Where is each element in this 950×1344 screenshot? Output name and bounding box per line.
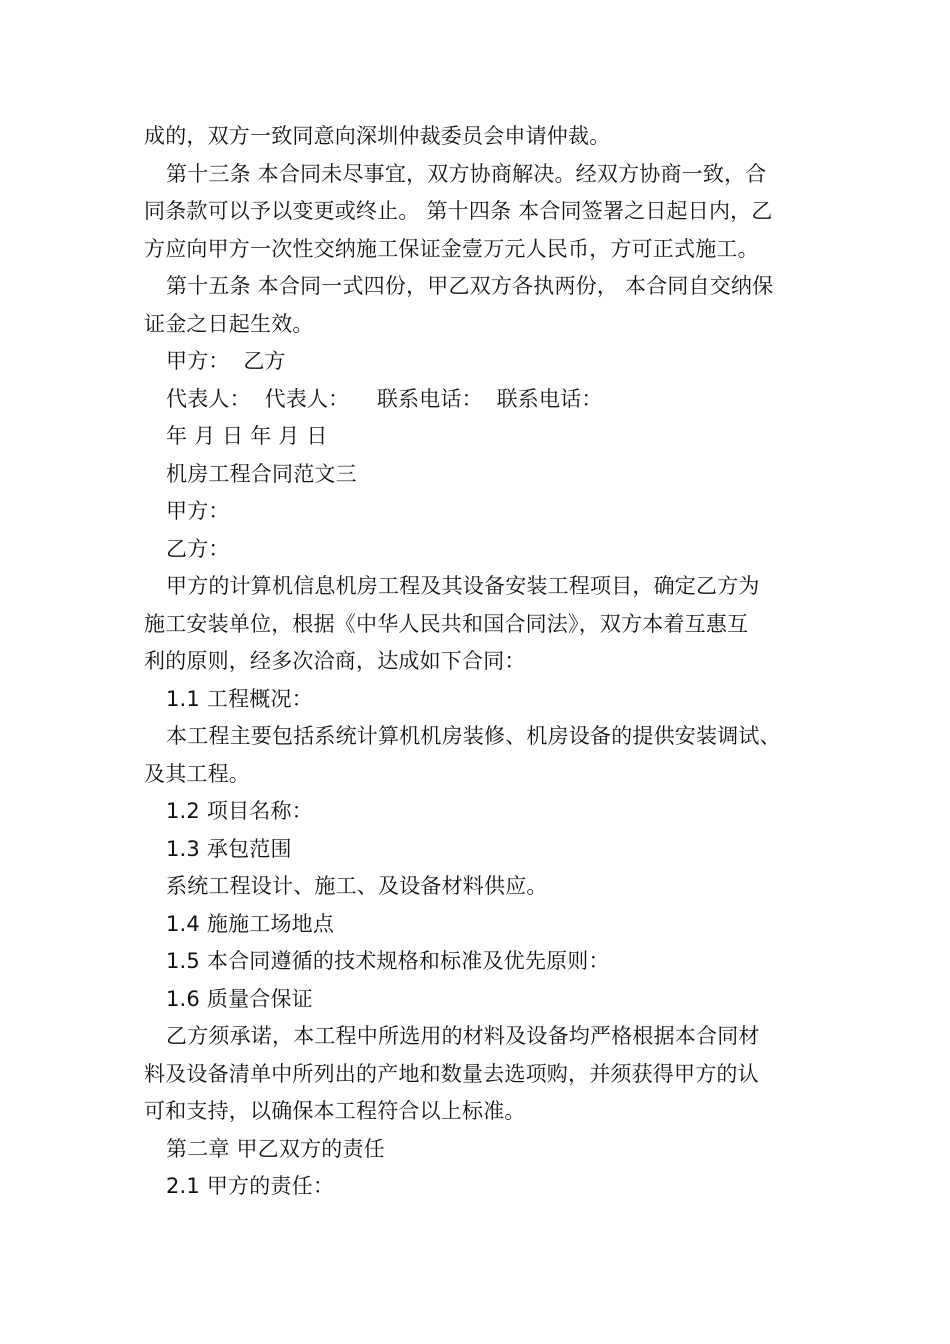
text-line: 甲方的计算机信息机房工程及其设备安装工程项目，确定乙方为 (166, 574, 760, 598)
text-line: 证金之日起生效。 (144, 311, 314, 336)
text-line: 方应向甲方一次性交纳施工保证金壹万元人民币，方可正式施工。 (144, 236, 759, 261)
text-line: 可和支持，以确保本工程符合以上标准。 (144, 1099, 526, 1123)
text-line: 第十五条 本合同一式四份，甲乙双方各执两份， 本合同自交纳保 (166, 274, 774, 298)
party-b-line: 乙方： (166, 536, 230, 561)
text-line: 同条款可以予以变更或终止。 第十四条 本合同签署之日起日内，乙 (144, 199, 773, 223)
clause-heading: 1.1 工程概况： (166, 686, 313, 711)
clause-heading: 1.5 本合同遵循的技术规格和标准及优先原则： (166, 949, 610, 973)
document-body (144, 118, 812, 1206)
text-line: 料及设备清单中所列出的产地和数量去选项购，并须获得甲方的认 (144, 1061, 759, 1086)
signature-contact-line: 代表人： 代表人： 联系电话： 联系电话： (166, 386, 603, 411)
text-line: 乙方须承诺，本工程中所选用的材料及设备均严格根据本合同材 (166, 1024, 760, 1048)
clause-heading: 1.4 施施工场地点 (166, 911, 335, 936)
text-line: 成的，双方一致同意向深圳仲裁委员会申请仲裁。 (144, 124, 611, 148)
text-line: 施工安装单位，根据《中华人民共和国合同法》，双方本着互惠互 (144, 611, 749, 636)
text-line: 本工程主要包括系统计算机机房装修、机房设备的提供安装调试、 (166, 724, 781, 748)
clause-heading: 1.2 项目名称： (166, 799, 313, 823)
chapter-heading: 第二章 甲乙双方的责任 (166, 1136, 385, 1161)
clause-heading: 1.6 质量合保证 (166, 986, 313, 1011)
text-line: 系统工程设计、施工、及设备材料供应。 (166, 874, 548, 898)
text-line: 及其工程。 (144, 761, 250, 786)
text-line: 第十三条 本合同未尽事宜，双方协商解决。经双方协商一致，合 (166, 161, 767, 186)
text-line: 利的原则，经多次洽商，达成如下合同： (144, 649, 526, 673)
party-a-line: 甲方： (166, 499, 230, 523)
clause-heading: 2.1 甲方的责任： (166, 1174, 335, 1198)
clause-heading: 1.3 承包范围 (166, 836, 292, 861)
signature-date-line: 年 月 日 年 月 日 (166, 424, 328, 448)
section-heading: 机房工程合同范文三 (166, 461, 357, 486)
signature-party-line: 甲方： 乙方 (166, 349, 286, 373)
